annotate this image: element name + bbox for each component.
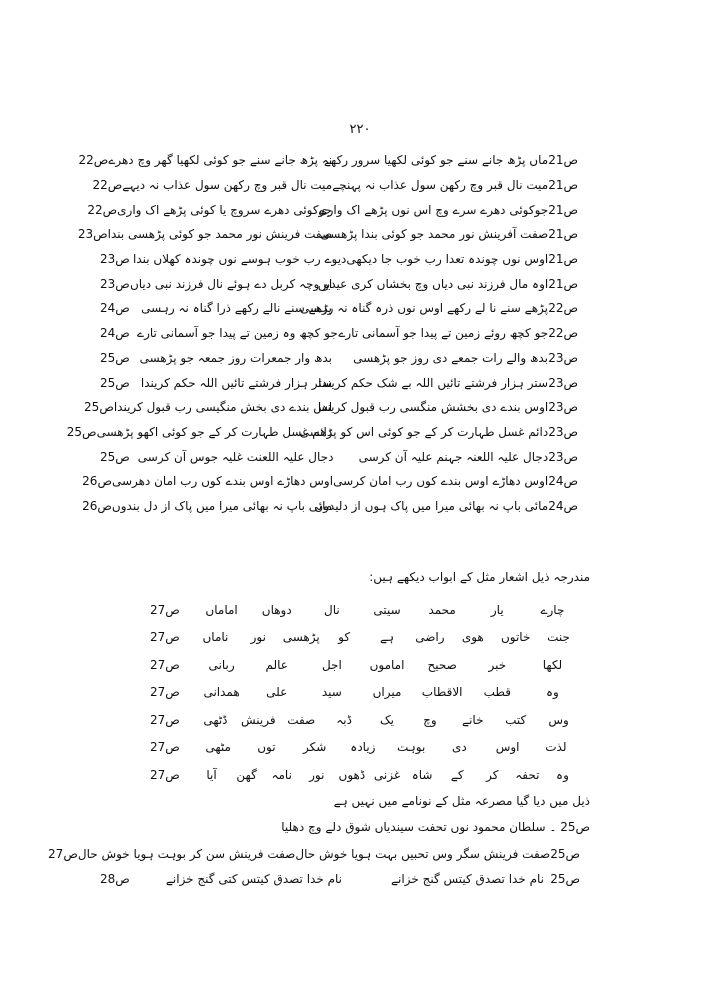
couplet-page-ref: ص25: [84, 400, 114, 415]
word-cell: تحفہ: [515, 767, 540, 782]
couplet-row: [100, 444, 578, 469]
couplet-first-line: ستر ہزار فرشتے تائیں اللہ بے شک حکم کریندا: [318, 375, 548, 390]
word-cell: ھمدانی: [203, 685, 240, 700]
word-cell: چارے: [540, 602, 565, 617]
word-cell: سیتی: [373, 602, 401, 617]
couplet-page-ref: ص22: [92, 178, 123, 193]
word-cell: ناماں: [202, 630, 229, 645]
word-cell: وہ: [546, 685, 559, 700]
word-row-ref: ص27: [150, 740, 180, 755]
word-cell: وس: [548, 712, 569, 727]
word-cell: گھن: [236, 767, 257, 782]
bottom-tail: صفت فرینش سن کر بوہت ہویا خوش حال: [77, 847, 296, 862]
word-cell: نامہ: [271, 767, 292, 782]
word-grid: [150, 596, 580, 789]
couplet-ref: ص21: [548, 252, 578, 267]
word-cell: وچ: [423, 712, 437, 727]
couplet-row: [77, 222, 578, 247]
couplet-first-line: اوس دھاڑے اوس بندے کوں رب امان کرسی: [333, 474, 549, 489]
word-cell: آیا: [206, 767, 217, 782]
bottom-couplets: [48, 842, 580, 891]
word-cell: محمد: [428, 602, 456, 617]
couplet-ref: ص21: [548, 276, 578, 291]
couplet-page-ref: ص23: [100, 276, 130, 291]
word-row: [150, 761, 580, 789]
couplet-ref: ص21: [548, 178, 578, 193]
couplet-page-ref: ص25: [100, 375, 130, 390]
word-cell: ھوی: [461, 630, 484, 645]
word-cell: قطب: [483, 685, 511, 700]
word-cell: ہے: [379, 630, 395, 645]
couplet-ref: ص21: [548, 153, 578, 168]
bottom-ref: ص25: [550, 872, 580, 887]
couplet-row: [100, 296, 578, 321]
word-cell: زیادہ: [350, 740, 376, 755]
word-cell: لذت: [545, 740, 567, 755]
couplet-row: [100, 247, 578, 272]
word-cell: غزنی: [373, 767, 401, 782]
couplet-first-line: جو کچھ روئے زمین تے پیدا جو آسمانی تارے: [338, 326, 549, 341]
couplet-first-line: دائم غسل طہارت کر کے جو کوئی اس کو پڑھسی: [299, 424, 549, 439]
third-note: ص25 ۔ سلطان محمود نوں تحفت سیندیاں شوق دلے وچ دھلیا: [281, 820, 590, 834]
word-cell: کو: [338, 630, 351, 645]
couplet-page-ref: ص26: [82, 498, 112, 513]
word-cell: اجل: [321, 657, 342, 672]
word-cell: الاقطاب: [421, 685, 463, 700]
couplet-second-line: اوس دھاڑے اوس بندے کوں رب امان دھرسی: [111, 474, 334, 489]
couplet-page-ref: ص25: [99, 449, 130, 464]
bottom-text: صفت فرینش سگر وس تحبیں بہت ہویا خوش حال: [295, 847, 551, 862]
couplet-row: [82, 494, 578, 519]
couplet-ref: ص23: [548, 400, 578, 415]
word-cell: شکر: [302, 740, 327, 755]
word-row: [150, 596, 580, 624]
word-cell: دوھاں: [261, 602, 292, 617]
page-number: ۲۲۰: [349, 122, 371, 137]
couplet-row: [100, 370, 578, 395]
couplet-row: [100, 321, 578, 346]
couplet-page-ref: ص25: [100, 350, 130, 365]
couplet-second-line: مائی باپ نہ بھائی میرا میں پاک از دل بندوں: [111, 498, 333, 513]
couplet-ref: ص24: [548, 474, 578, 489]
couplet-page-ref: ص23: [100, 252, 130, 267]
couplet-first-line: اوس نوں چوندہ تعدا رب خوب جا دیکھی: [346, 252, 549, 267]
couplet-second-line: لس بندے دی بخش منگیسی رب قبول کریندا: [113, 400, 333, 415]
couplet-second-line: ستر ہزار فرشتے تائیں اللہ حکم کریندا: [140, 375, 332, 390]
word-cell: ربانی: [208, 657, 235, 672]
couplet-ref: ص24: [548, 498, 578, 513]
couplet-page-ref: ص26: [82, 474, 112, 489]
word-cell: خبر: [488, 657, 507, 672]
second-note: ذیل میں دیا گیا مصرعہ مثل کے نونامے میں نہیں ہے: [333, 794, 590, 808]
couplet-second-line: میت نال قبر وچ رکھن سول عذاب نہ دیہے: [122, 178, 333, 193]
couplet-page-ref: ص25: [66, 424, 97, 439]
word-cell: نال: [324, 602, 340, 617]
couplet-first-line: بدھ والے رات جمعے دی روز جو پڑھسی: [353, 350, 548, 365]
word-cell: بوہت: [396, 740, 426, 755]
word-row: [150, 679, 580, 707]
couplet-ref: ص21: [548, 227, 578, 242]
word-row: [150, 651, 580, 679]
bottom-tail: نام خدا تصدق کیتس کتی گنج خزانے: [165, 872, 342, 887]
bottom-ref: ص25: [550, 847, 580, 862]
word-cell: یار: [490, 602, 504, 617]
word-cell: ڈھوں: [338, 767, 366, 782]
word-cell: اوس: [495, 740, 520, 755]
word-cell: علی: [266, 685, 288, 700]
couplet-second-line: جو کچھ وہ زمین تے پیدا جو آسمانی تارے: [137, 326, 338, 341]
couplet-page-ref: ص23: [77, 227, 108, 242]
couplet-first-line: اوس بندے دی بخشش منگسی رب قبول کریندا: [317, 400, 549, 415]
couplet-row: [100, 346, 578, 371]
word-cell: ڈٹھی: [203, 712, 228, 727]
intro-note: مندرجہ ذیل اشعار مثل کے ابواب دیکھے ہیں:: [369, 570, 590, 584]
couplet-row: [82, 469, 578, 494]
word-cell: میراں: [372, 685, 402, 700]
word-row-ref: ص27: [149, 630, 180, 645]
couplet-first-line: دجال علیہ اللعنہ جہنم علیہ آن کرسی: [358, 449, 549, 464]
bottom-page-ref: ص27: [48, 847, 78, 862]
word-cell: اماموں: [369, 657, 405, 672]
couplet-second-line: دیوے رب خوب ہوسے نوں چوندہ کھلاں بندا: [133, 252, 347, 267]
bottom-page-ref: ص28: [100, 872, 130, 887]
word-cell: یک: [379, 712, 395, 727]
couplet-ref: ص23: [548, 449, 578, 464]
couplet-first-line: صفت آفرینش نور محمد جو کوئی بندا پڑھسی: [320, 227, 549, 242]
word-row: [150, 734, 580, 762]
couplet-page-ref: ص22: [78, 153, 109, 168]
couplet-row: [78, 148, 578, 173]
couplet-page-ref: ص24: [100, 301, 130, 316]
couplet-row: [100, 271, 578, 296]
word-row-ref: ص27: [150, 685, 180, 700]
word-row-ref: ص27: [149, 712, 180, 727]
couplet-ref: ص22: [548, 326, 578, 341]
word-cell: جنت: [547, 630, 570, 645]
word-cell: وہ: [556, 767, 569, 782]
word-cell: ڈبہ: [336, 712, 352, 727]
couplet-ref: ص23: [548, 375, 578, 390]
word-cell: فرینش: [241, 712, 276, 727]
couplet-second-line: پڑھے سنے نالے رکھے ذرا گناہ نہ رہسی: [141, 301, 332, 316]
word-cell: صحیح: [427, 657, 457, 672]
couplet-second-line: نہ پڑھ جانے سنے جو کوئی لکھیا گھر وچ دھرے: [108, 153, 333, 168]
bottom-row: [48, 842, 580, 867]
couplet-first-line: مائی باپ نہ بھائی میرا میں پاک ہوں از دلیدوں: [314, 498, 549, 513]
couplet-row: [66, 420, 578, 445]
word-cell: کر: [486, 767, 499, 782]
word-cell: توں: [257, 740, 276, 755]
word-cell: نور: [250, 630, 266, 645]
couplet-row: [92, 173, 578, 198]
word-cell: کے: [450, 767, 464, 782]
couplet-second-line: او وچہ کربل دے ہوئے نال فرزند نبی دیاں: [129, 276, 333, 291]
couplet-first-line: ماں پڑھ جانے سنے جو کوئی لکھیا سرور رکھے: [324, 153, 549, 168]
word-cell: مٹھی: [205, 740, 231, 755]
word-cell: خاتوں: [500, 630, 531, 645]
word-row: [150, 624, 580, 652]
word-cell: عالم: [265, 657, 288, 672]
word-cell: سید: [321, 685, 342, 700]
couplet-first-line: پڑھے سنے نا لے رکھے اوس نوں ذرہ گناہ نہ رہسی: [299, 301, 548, 316]
word-cell: کتب: [505, 712, 527, 727]
bottom-row: [100, 867, 580, 892]
word-cell: صفت: [287, 712, 316, 727]
couplet-ref: ص21: [548, 202, 578, 217]
word-cell: خانے: [462, 712, 484, 727]
word-row: [150, 706, 580, 734]
word-cell: پڑھسی: [282, 630, 320, 645]
couplet-page-ref: ص22: [87, 202, 118, 217]
word-cell: دی: [452, 740, 467, 755]
word-cell: اماماں: [205, 602, 238, 617]
couplet-row: [87, 197, 578, 222]
word-row-ref: ص27: [149, 767, 180, 782]
couplet-second-line: دائم غسل طہارت کر کے جو کوئی اکھو پڑھسی: [96, 424, 333, 439]
word-cell: لکھا: [542, 657, 563, 672]
couplet-ref: ص23: [548, 350, 578, 365]
couplet-first-line: میت نال قبر وچ رکھن سول عذاب نہ پہنچے: [332, 178, 549, 193]
bottom-text: نام خدا تصدق کیتس گنج خزانے: [391, 872, 544, 887]
word-cell: راضی: [415, 630, 445, 645]
couplet-list: [66, 148, 578, 518]
couplet-page-ref: ص24: [100, 326, 130, 341]
word-row-ref: ص27: [150, 602, 180, 617]
couplet-ref: ص22: [548, 301, 578, 316]
word-cell: شاہ: [411, 767, 433, 782]
couplet-second-line: بدھ وار جمعرات روز جمعہ جو پڑھسی: [139, 350, 332, 365]
couplet-first-line: جوکوئی دھرے سرے وچ اس نوں پڑھے اک واری: [318, 202, 549, 217]
couplet-first-line: اوہ مال فرزند نبی دیاں وچ بخشاں کری عیدیں: [317, 276, 549, 291]
couplet-second-line: جوکوئی دھرے سروچ یا کوئی پڑھے اک واری: [117, 202, 333, 217]
couplet-second-line: دجال علیہ اللعنت غلیہ جوس آن کرسی: [137, 449, 334, 464]
couplet-second-line: صفت فرینش نور محمد جو کوئی پڑھسی بندا: [107, 227, 333, 242]
couplet-row: [84, 395, 578, 420]
couplet-ref: ص23: [548, 424, 578, 439]
word-row-ref: ص27: [150, 657, 180, 672]
word-cell: نور: [309, 767, 325, 782]
